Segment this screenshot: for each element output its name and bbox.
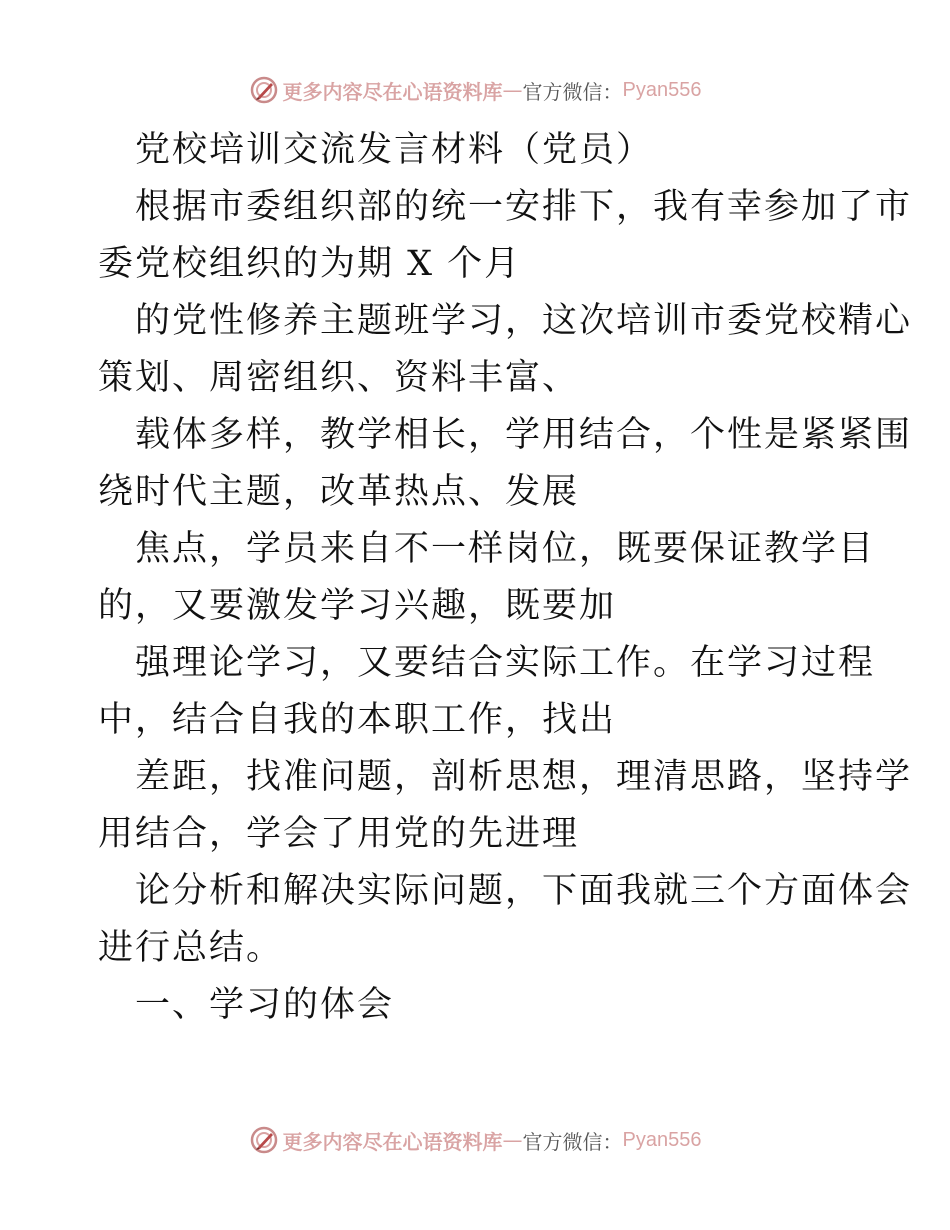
document-body xyxy=(98,122,913,1034)
paragraph-line: 委党校组织的为期 X 个月 xyxy=(98,244,522,284)
banner-wechat-id: Pyan556 xyxy=(622,1128,702,1151)
paragraph-line: 焦点，学员来自不一样岗位，既要保证教学目 xyxy=(135,529,876,569)
paragraph-line: 论分析和解决实际问题，下面我就三个方面体会 xyxy=(135,871,913,911)
pen-seal-logo-icon xyxy=(249,1125,279,1155)
paragraph-line: 绕时代主题，改革热点、发展 xyxy=(98,472,580,512)
paragraph-line: 中，结合自我的本职工作，找出 xyxy=(98,700,617,740)
paragraph-line: 差距，找准问题，剖析思想，理清思路，坚持学 xyxy=(135,757,913,797)
section-heading: 一、学习的体会 xyxy=(135,985,395,1025)
paragraph-line: 的，又要激发学习兴趣，既要加 xyxy=(98,586,617,626)
banner-site-name: 更多内容尽在心语资料库 xyxy=(282,79,503,104)
banner-wechat-id: Pyan556 xyxy=(622,78,702,101)
paragraph-line: 根据市委组织部的统一安排下，我有幸参加了市 xyxy=(135,187,913,227)
banner-wechat-label: 官方微信： xyxy=(522,1129,623,1154)
paragraph-line: 进行总结。 xyxy=(98,928,284,968)
header-watermark-banner xyxy=(0,70,950,110)
paragraph-line: 用结合，学会了用党的先进理 xyxy=(98,814,580,854)
paragraph-line: 的党性修养主题班学习，这次培训市委党校精心 xyxy=(135,301,913,341)
pen-seal-logo-icon xyxy=(249,75,279,105)
document-title: 党校培训交流发言材料（党员） xyxy=(135,130,654,170)
paragraph-line: 强理论学习，又要结合实际工作。在学习过程 xyxy=(135,643,876,683)
paragraph-line: 策划、周密组织、资料丰富、 xyxy=(98,358,580,398)
banner-wechat-label: 官方微信： xyxy=(522,79,623,104)
banner-site-name: 更多内容尽在心语资料库 xyxy=(282,1129,503,1154)
banner-separator: — xyxy=(502,1128,523,1152)
paragraph-line: 载体多样，教学相长，学用结合，个性是紧紧围 xyxy=(135,415,913,455)
footer-watermark-banner xyxy=(0,1120,950,1160)
banner-separator: — xyxy=(502,78,523,102)
